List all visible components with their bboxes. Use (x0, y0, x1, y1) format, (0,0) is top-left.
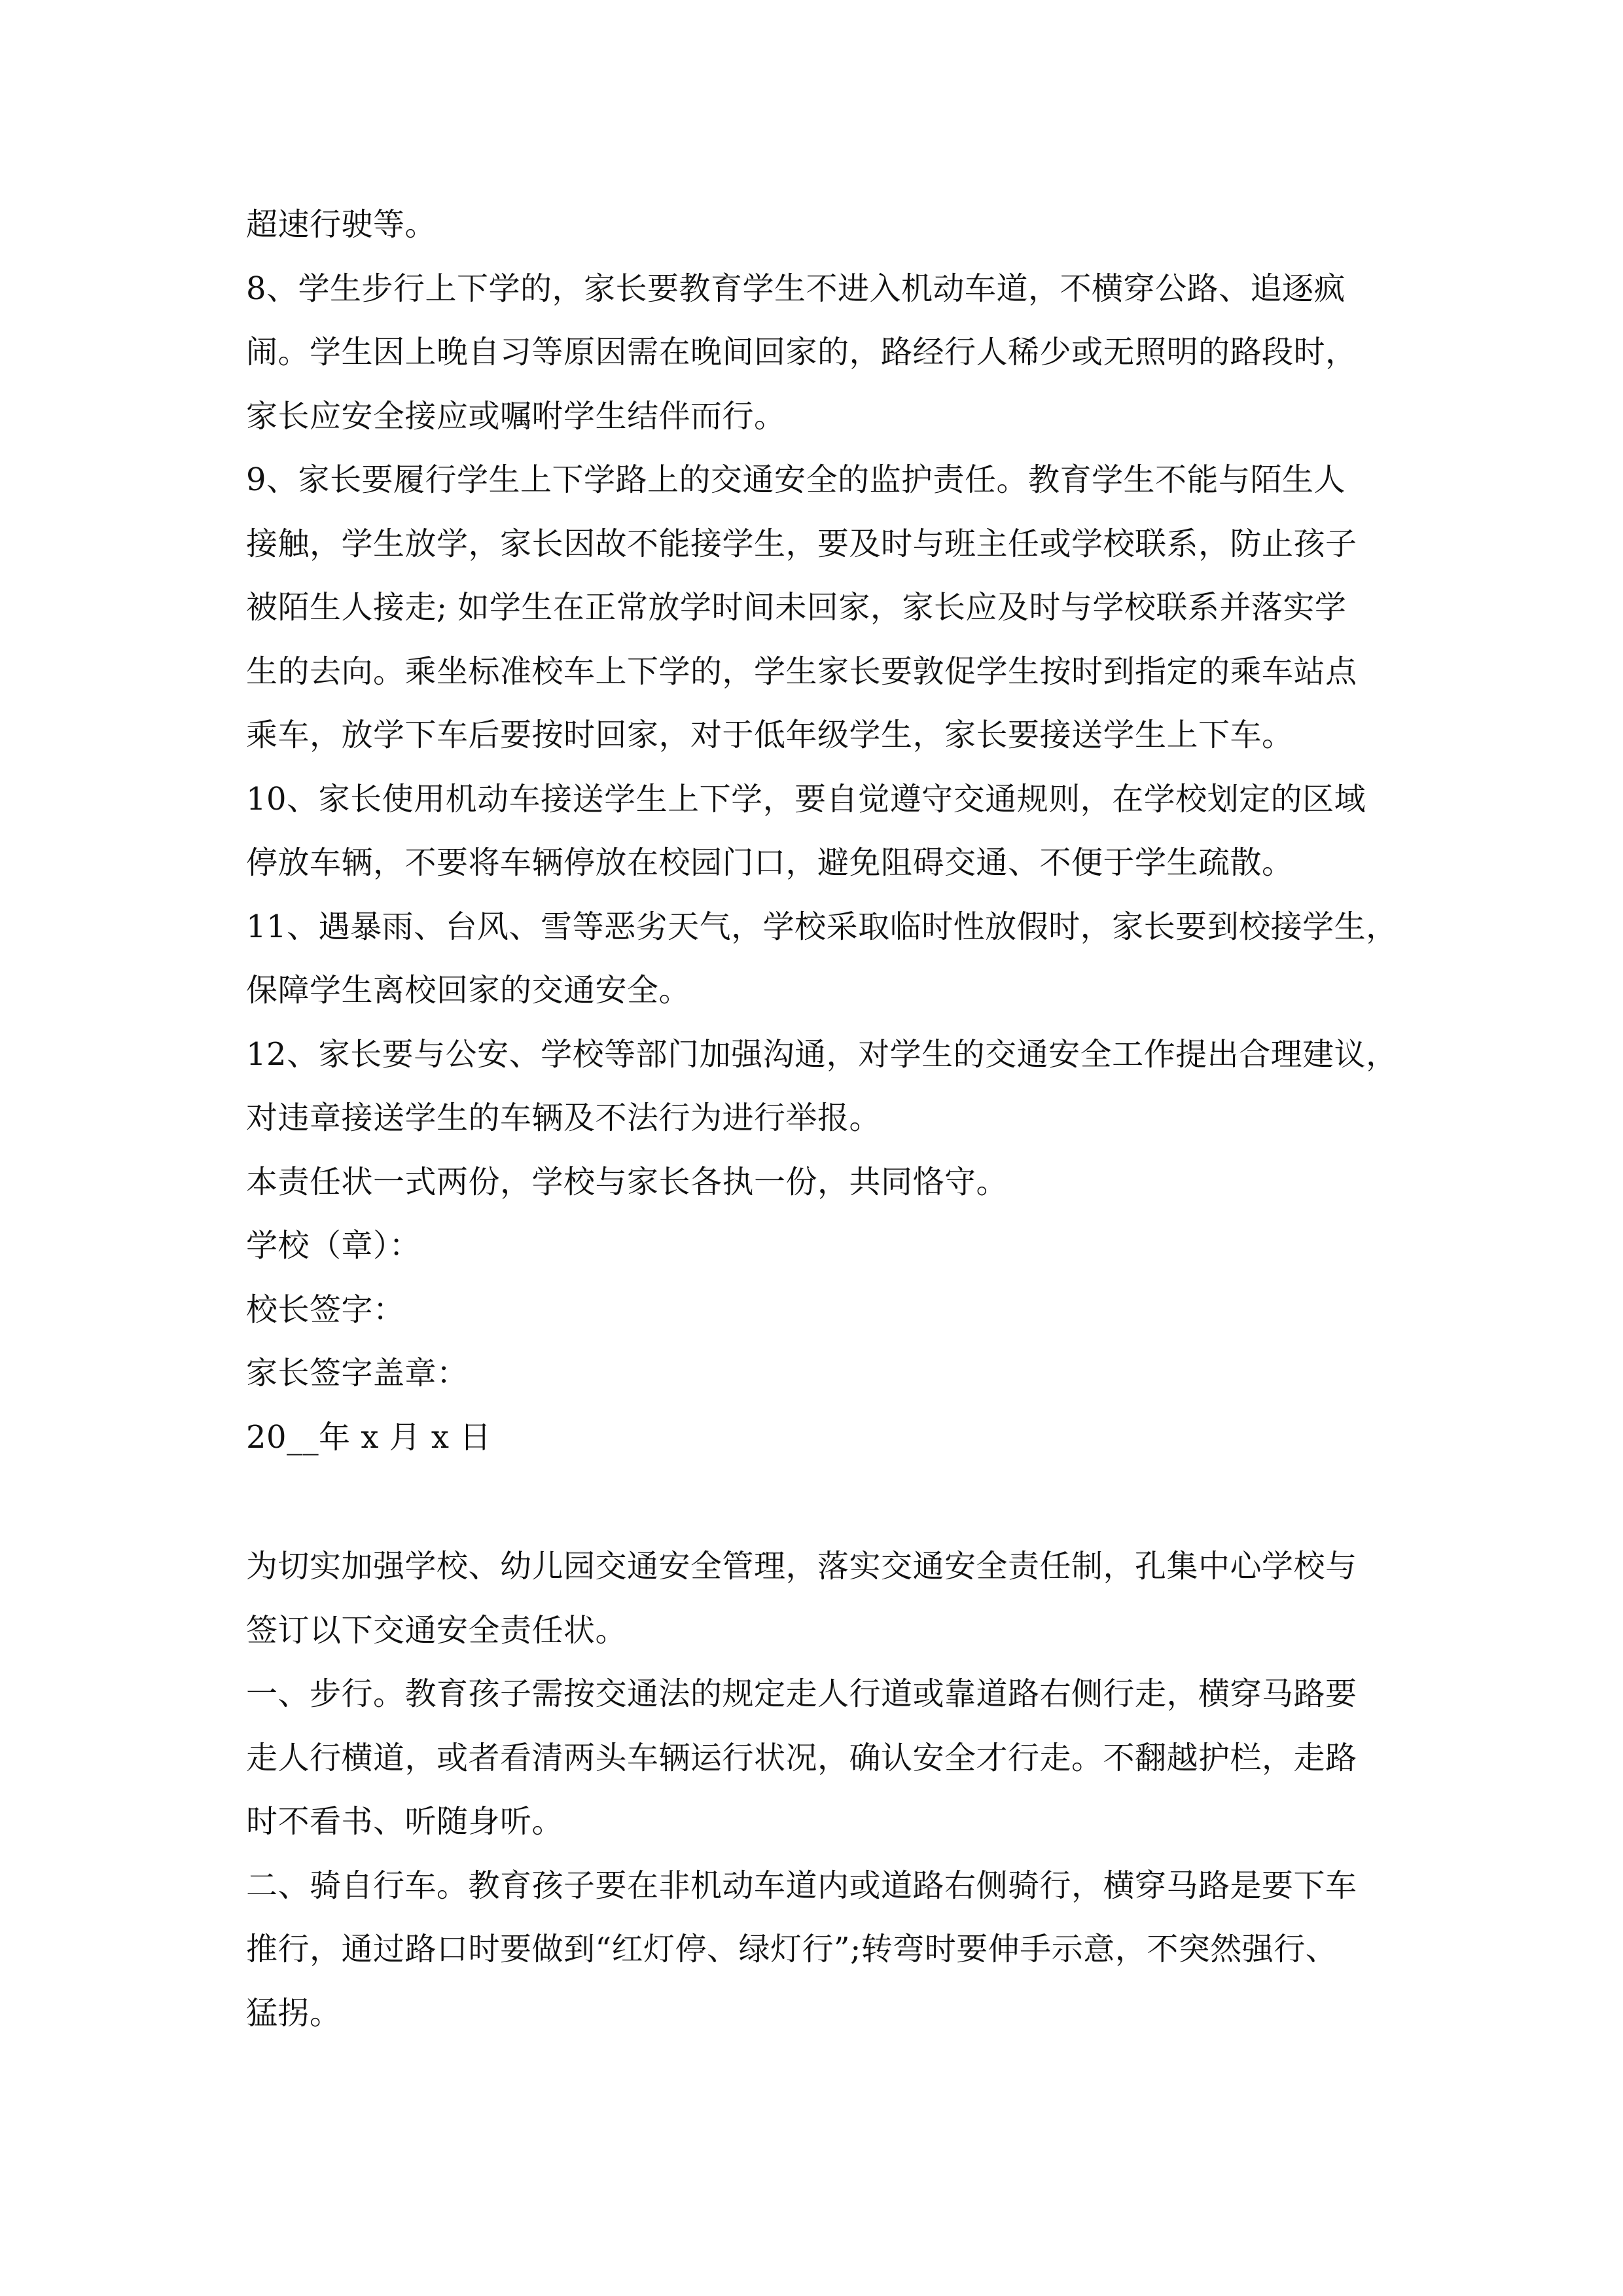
clause-10-line-1: 10、家长使用机动车接送学生上下学，要自觉遵守交通规则，在学校划定的区域 (246, 780, 1366, 817)
clause-9-line-4: 生的去向。乘坐标准校车上下学的，学生家长要敦促学生按时到指定的乘车站点 (246, 653, 1357, 690)
copies-statement: 本责任状一式两份，学校与家长各执一份，共同恪守。 (246, 1163, 1008, 1200)
school-seal-label: 学校（章）： (246, 1227, 421, 1264)
intro-line-1: 为切实加强学校、幼儿园交通安全管理，落实交通安全责任制，孔集中心学校与 (246, 1548, 1357, 1585)
clause-8-line-1: 8、学生步行上下学的，家长要教育学生不进入机动车道，不横穿公路、追逐疯 (246, 270, 1346, 307)
text-line: 超速行驶等。 (246, 206, 437, 243)
walking-line-1: 一、步行。教育孩子需按交通法的规定走人行道或靠道路右侧行走，横穿马路要 (246, 1676, 1357, 1712)
clause-11-line-1: 11、遇暴雨、台风、雪等恶劣天气，学校采取临时性放假时，家长要到校接学生， (246, 908, 1398, 945)
clause-8-line-2: 闹。学生因上晚自习等原因需在晚间回家的，路经行人稀少或无照明的路段时， (246, 334, 1357, 370)
cycling-line-3: 猛拐。 (246, 1994, 342, 2032)
principal-signature-label: 校长签字： (246, 1291, 405, 1328)
clause-12-line-2: 对违章接送学生的车辆及不法行为进行举报。 (246, 1100, 882, 1136)
second-agreement (246, 1535, 1398, 2045)
intro-line-2: 签订以下交通安全责任状。 (246, 1611, 628, 1649)
cycling-line-2: 推行，通过路口时要做到“红灯停、绿灯行”;转弯时要伸手示意，不突然强行、 (246, 1931, 1338, 1967)
clause-9-line-3: 被陌生人接走; 如学生在正常放学时间未回家，家长应及时与学校联系并落实学 (246, 589, 1347, 626)
walking-line-3: 时不看书、听随身听。 (246, 1803, 564, 1840)
clause-9-line-1: 9、家长要履行学生上下学路上的交通安全的监护责任。教育学生不能与陌生人 (246, 461, 1346, 498)
clause-11-line-2: 保障学生离校回家的交通安全。 (246, 972, 691, 1009)
clause-8-line-3: 家长应安全接应或嘱咐学生结伴而行。 (246, 397, 786, 435)
clause-9-line-2: 接触，学生放学，家长因故不能接学生，要及时与班主任或学校联系，防止孩子 (246, 525, 1357, 562)
parent-signature-label: 家长签字盖章： (246, 1355, 469, 1391)
clause-12-line-1: 12、家长要与公安、学校等部门加强沟通，对学生的交通安全工作提出合理建议， (246, 1035, 1398, 1073)
responsibility-clauses (246, 193, 1398, 1469)
date-line: 20__年 x 月 x 日 (246, 1418, 491, 1456)
walking-line-2: 走人行横道，或者看清两头车辆运行状况，确认安全才行走。不翻越护栏，走路 (246, 1739, 1357, 1776)
clause-10-line-2: 停放车辆，不要将车辆停放在校园门口，避免阻碍交通、不便于学生疏散。 (246, 844, 1294, 881)
clause-9-line-5: 乘车，放学下车后要按时回家，对于低年级学生，家长要接送学生上下车。 (246, 717, 1294, 753)
cycling-line-1: 二、骑自行车。教育孩子要在非机动车道内或道路右侧骑行，横穿马路是要下车 (246, 1867, 1357, 1904)
